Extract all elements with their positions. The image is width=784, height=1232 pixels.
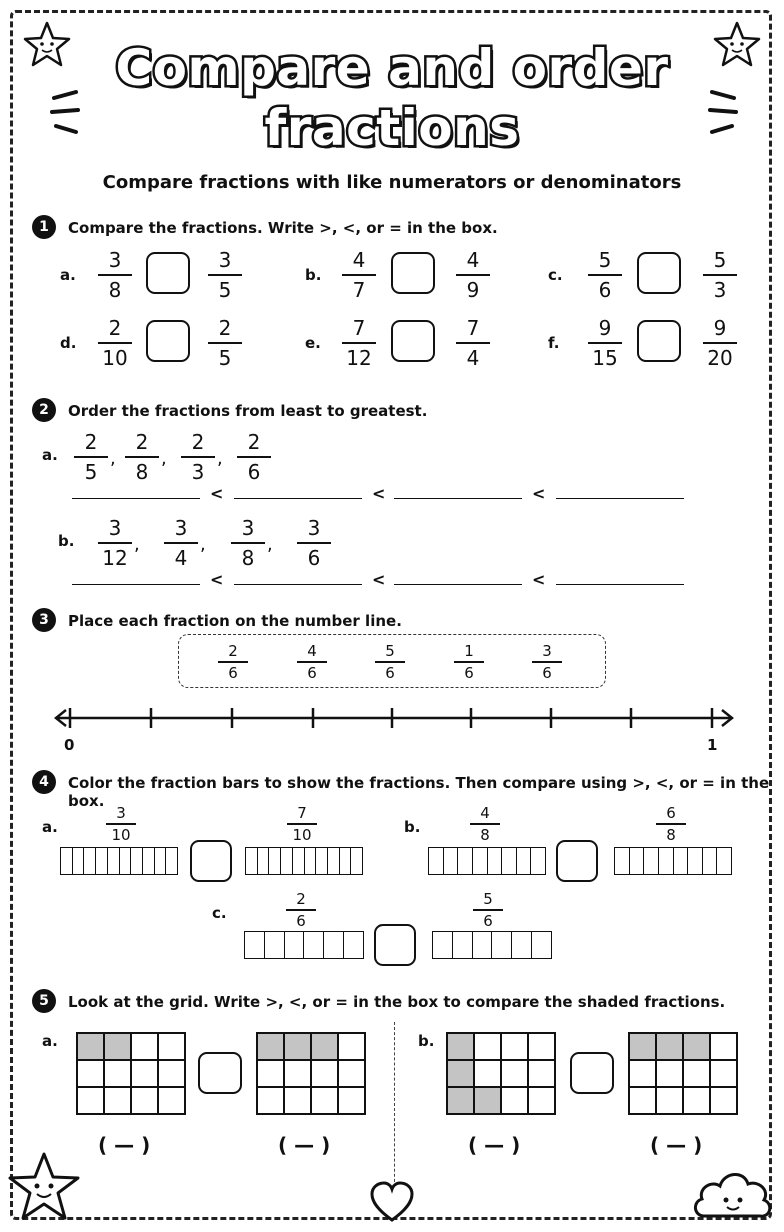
denominator: 20 bbox=[707, 346, 733, 370]
fraction-bar bbox=[454, 661, 484, 663]
answer-blank[interactable]: ( — ) bbox=[650, 1133, 703, 1157]
less-than-sign: < bbox=[210, 484, 224, 503]
bar-cell[interactable] bbox=[429, 848, 444, 874]
denominator: 10 bbox=[111, 825, 131, 844]
denominator: 12 bbox=[102, 546, 128, 570]
shaded-grid bbox=[446, 1032, 556, 1115]
comma: , bbox=[200, 534, 206, 555]
fraction-bar bbox=[98, 274, 132, 276]
fraction bbox=[473, 890, 503, 930]
numerator: 3 bbox=[542, 642, 552, 660]
answer-line[interactable] bbox=[72, 498, 200, 499]
fraction bbox=[454, 642, 484, 682]
grid-cell bbox=[683, 1060, 710, 1087]
answer-box[interactable] bbox=[190, 840, 232, 882]
answer-line[interactable] bbox=[394, 498, 522, 499]
grid-cell bbox=[77, 1087, 104, 1114]
grid-cell bbox=[131, 1087, 158, 1114]
less-than-sign: < bbox=[210, 570, 224, 589]
bar-cell[interactable] bbox=[120, 848, 132, 874]
answer-line[interactable] bbox=[234, 584, 362, 585]
fraction bbox=[237, 430, 271, 484]
answer-box[interactable] bbox=[637, 252, 681, 294]
answer-line[interactable] bbox=[556, 584, 684, 585]
numerator: 2 bbox=[218, 316, 232, 340]
numerator: 3 bbox=[108, 248, 122, 272]
answer-box[interactable] bbox=[146, 252, 190, 294]
grid-cell bbox=[656, 1087, 683, 1114]
fraction bbox=[588, 316, 622, 370]
item-label: a. bbox=[42, 446, 58, 464]
question-number: 5 bbox=[32, 989, 56, 1013]
numerator: 2 bbox=[108, 316, 122, 340]
fraction-bar[interactable] bbox=[244, 931, 364, 959]
fraction-bar bbox=[656, 823, 686, 825]
denominator: 6 bbox=[464, 663, 474, 682]
fraction bbox=[532, 642, 562, 682]
grid-cell bbox=[158, 1060, 185, 1087]
fraction bbox=[456, 316, 490, 370]
numerator: 2 bbox=[191, 430, 205, 454]
bar-cell[interactable] bbox=[166, 848, 177, 874]
fraction-bar[interactable] bbox=[614, 847, 732, 875]
numerator: 2 bbox=[84, 430, 98, 454]
title-line-1: Compare and order bbox=[115, 39, 669, 97]
numerator: 2 bbox=[296, 890, 306, 908]
item-label: a. bbox=[60, 266, 76, 284]
bar-cell[interactable] bbox=[351, 848, 362, 874]
bar-cell[interactable] bbox=[131, 848, 143, 874]
grid-cell bbox=[501, 1033, 528, 1060]
fraction-bar bbox=[473, 909, 503, 911]
denominator: 10 bbox=[292, 825, 312, 844]
fraction-bar bbox=[375, 661, 405, 663]
grid-cell bbox=[528, 1060, 555, 1087]
denominator: 9 bbox=[466, 278, 480, 302]
bar-cell[interactable] bbox=[458, 848, 473, 874]
grid-cell bbox=[710, 1033, 737, 1060]
grid-cell bbox=[257, 1060, 284, 1087]
bar-cell[interactable] bbox=[344, 932, 363, 958]
less-than-sign: < bbox=[372, 570, 386, 589]
bar-cell[interactable] bbox=[155, 848, 167, 874]
denominator: 8 bbox=[241, 546, 255, 570]
grid-cell bbox=[131, 1033, 158, 1060]
grid-cell bbox=[710, 1060, 737, 1087]
numerator: 5 bbox=[598, 248, 612, 272]
bar-cell[interactable] bbox=[293, 848, 305, 874]
numerator: 2 bbox=[247, 430, 261, 454]
less-than-sign: < bbox=[532, 570, 546, 589]
grid-cell bbox=[104, 1087, 131, 1114]
fraction-bar[interactable] bbox=[60, 847, 178, 875]
grid-cell bbox=[501, 1060, 528, 1087]
denominator: 6 bbox=[247, 460, 261, 484]
fraction-bar bbox=[237, 456, 271, 458]
denominator: 5 bbox=[218, 346, 232, 370]
less-than-sign: < bbox=[532, 484, 546, 503]
fraction-bar bbox=[98, 342, 132, 344]
grid-cell bbox=[257, 1087, 284, 1114]
fraction-bar bbox=[286, 909, 316, 911]
answer-blank[interactable]: ( — ) bbox=[98, 1133, 151, 1157]
question-number: 3 bbox=[32, 608, 56, 632]
item-label: a. bbox=[42, 818, 58, 836]
fraction bbox=[456, 248, 490, 302]
grid-cell bbox=[629, 1060, 656, 1087]
item-label: b. bbox=[305, 266, 322, 284]
question-number: 4 bbox=[32, 770, 56, 794]
part-label: a. bbox=[42, 1032, 58, 1050]
numerator: 3 bbox=[307, 516, 321, 540]
fraction-bar bbox=[287, 823, 317, 825]
shaded-cell bbox=[104, 1033, 131, 1060]
fraction bbox=[297, 642, 327, 682]
denominator: 6 bbox=[296, 911, 306, 930]
answer-box[interactable] bbox=[637, 320, 681, 362]
bar-cell[interactable] bbox=[615, 848, 630, 874]
fraction-bar bbox=[456, 342, 490, 344]
bar-cell[interactable] bbox=[143, 848, 155, 874]
grid-cell bbox=[311, 1060, 338, 1087]
numerator: 3 bbox=[116, 804, 126, 822]
grid-cell bbox=[338, 1060, 365, 1087]
shaded-grid bbox=[256, 1032, 366, 1115]
grid-cell bbox=[710, 1087, 737, 1114]
numerator: 1 bbox=[464, 642, 474, 660]
bar-cell[interactable] bbox=[305, 848, 317, 874]
numerator: 2 bbox=[228, 642, 238, 660]
shaded-cell bbox=[683, 1033, 710, 1060]
numerator: 7 bbox=[466, 316, 480, 340]
fraction-bar bbox=[231, 542, 265, 544]
fraction-bar bbox=[125, 456, 159, 458]
comma: , bbox=[134, 534, 140, 555]
numerator: 4 bbox=[352, 248, 366, 272]
bar-cell[interactable] bbox=[703, 848, 718, 874]
shaded-cell bbox=[284, 1033, 311, 1060]
fraction-bar[interactable] bbox=[245, 847, 363, 875]
denominator: 5 bbox=[218, 278, 232, 302]
number-line-end: 1 bbox=[707, 736, 718, 754]
bar-cell[interactable] bbox=[517, 848, 532, 874]
grid-cell bbox=[656, 1060, 683, 1087]
answer-line[interactable] bbox=[394, 584, 522, 585]
bar-cell[interactable] bbox=[688, 848, 703, 874]
denominator: 8 bbox=[480, 825, 490, 844]
fraction bbox=[588, 248, 622, 302]
fraction bbox=[98, 316, 132, 370]
star-character-icon bbox=[6, 1150, 82, 1226]
denominator: 15 bbox=[592, 346, 618, 370]
comma: , bbox=[110, 448, 116, 469]
grid-cell bbox=[338, 1033, 365, 1060]
answer-box[interactable] bbox=[146, 320, 190, 362]
fraction bbox=[208, 316, 242, 370]
numerator: 9 bbox=[598, 316, 612, 340]
answer-box[interactable] bbox=[556, 840, 598, 882]
fraction bbox=[286, 890, 316, 930]
fraction-bar bbox=[218, 661, 248, 663]
bar-cell[interactable] bbox=[630, 848, 645, 874]
shaded-cell bbox=[257, 1033, 284, 1060]
fraction bbox=[164, 516, 198, 570]
fraction-bar bbox=[106, 823, 136, 825]
grid-cell bbox=[158, 1087, 185, 1114]
fraction-bar bbox=[342, 342, 376, 344]
bar-cell[interactable] bbox=[328, 848, 340, 874]
numerator: 7 bbox=[352, 316, 366, 340]
bar-cell[interactable] bbox=[108, 848, 120, 874]
item-label: f. bbox=[548, 334, 560, 352]
bar-cell[interactable] bbox=[644, 848, 659, 874]
item-label: c. bbox=[548, 266, 563, 284]
fraction-bar bbox=[456, 274, 490, 276]
question-3-instruction: Place each fraction on the number line. bbox=[68, 612, 402, 630]
fraction bbox=[287, 804, 317, 844]
item-label: c. bbox=[212, 904, 227, 922]
grid-cell bbox=[158, 1033, 185, 1060]
bar-cell[interactable] bbox=[316, 848, 328, 874]
shaded-cell bbox=[474, 1087, 501, 1114]
denominator: 6 bbox=[228, 663, 238, 682]
bar-cell[interactable] bbox=[532, 932, 551, 958]
comma: , bbox=[161, 448, 167, 469]
bar-cell[interactable] bbox=[73, 848, 85, 874]
comma: , bbox=[267, 534, 273, 555]
shaded-cell bbox=[311, 1033, 338, 1060]
grid-cell bbox=[528, 1087, 555, 1114]
numerator: 5 bbox=[713, 248, 727, 272]
fraction-bar bbox=[297, 542, 331, 544]
bar-cell[interactable] bbox=[502, 848, 517, 874]
denominator: 6 bbox=[385, 663, 395, 682]
answer-box[interactable] bbox=[391, 252, 435, 294]
bar-cell[interactable] bbox=[281, 848, 293, 874]
number-line-start: 0 bbox=[64, 736, 75, 754]
grid-cell bbox=[629, 1087, 656, 1114]
item-label: b. bbox=[58, 532, 75, 550]
title-line-2: fractions bbox=[264, 99, 520, 157]
answer-blank[interactable]: ( — ) bbox=[468, 1133, 521, 1157]
fraction bbox=[181, 430, 215, 484]
fraction-bar bbox=[342, 274, 376, 276]
number-line bbox=[50, 702, 740, 734]
question-4-instruction: Color the fraction bars to show the fractions. Then compare using >, <, or = in the box. bbox=[68, 774, 770, 810]
fraction bbox=[125, 430, 159, 484]
fraction bbox=[218, 642, 248, 682]
answer-box[interactable] bbox=[570, 1052, 614, 1094]
less-than-sign: < bbox=[372, 484, 386, 503]
fraction bbox=[703, 248, 737, 302]
fraction-bar bbox=[208, 274, 242, 276]
bar-cell[interactable] bbox=[84, 848, 96, 874]
bar-cell[interactable] bbox=[473, 848, 488, 874]
shaded-cell bbox=[629, 1033, 656, 1060]
fraction-bar bbox=[470, 823, 500, 825]
fraction-bar bbox=[297, 661, 327, 663]
bar-cell[interactable] bbox=[473, 932, 493, 958]
shaded-cell bbox=[447, 1087, 474, 1114]
answer-line[interactable] bbox=[72, 584, 200, 585]
denominator: 6 bbox=[307, 663, 317, 682]
question-number: 1 bbox=[32, 215, 56, 239]
fraction-bar bbox=[208, 342, 242, 344]
shaded-cell bbox=[447, 1033, 474, 1060]
denominator: 10 bbox=[102, 346, 128, 370]
fraction bbox=[375, 642, 405, 682]
bar-cell[interactable] bbox=[717, 848, 731, 874]
answer-box[interactable] bbox=[391, 320, 435, 362]
answer-line[interactable] bbox=[556, 498, 684, 499]
question-number: 2 bbox=[32, 398, 56, 422]
fraction bbox=[98, 248, 132, 302]
question-2-instruction: Order the fractions from least to greatest. bbox=[68, 402, 428, 420]
item-label: d. bbox=[60, 334, 77, 352]
denominator: 3 bbox=[191, 460, 205, 484]
fraction bbox=[342, 316, 376, 370]
denominator: 4 bbox=[466, 346, 480, 370]
bar-cell[interactable] bbox=[488, 848, 503, 874]
fraction bbox=[656, 804, 686, 844]
fraction bbox=[470, 804, 500, 844]
numerator: 7 bbox=[297, 804, 307, 822]
fraction bbox=[106, 804, 136, 844]
bar-cell[interactable] bbox=[453, 932, 473, 958]
bar-cell[interactable] bbox=[246, 848, 258, 874]
answer-box[interactable] bbox=[198, 1052, 242, 1094]
bar-cell[interactable] bbox=[674, 848, 689, 874]
bar-cell[interactable] bbox=[444, 848, 459, 874]
numerator: 3 bbox=[108, 516, 122, 540]
divider bbox=[394, 1022, 395, 1197]
cloud-character-icon bbox=[690, 1160, 774, 1224]
grid-cell bbox=[311, 1087, 338, 1114]
answer-line[interactable] bbox=[234, 498, 362, 499]
numerator: 2 bbox=[135, 430, 149, 454]
grid-cell bbox=[501, 1087, 528, 1114]
fraction-bar bbox=[74, 456, 108, 458]
question-5-instruction: Look at the grid. Write >, <, or = in the box to compare the shaded fractions. bbox=[68, 993, 726, 1011]
denominator: 6 bbox=[542, 663, 552, 682]
answer-box[interactable] bbox=[374, 924, 416, 966]
grid-cell bbox=[284, 1060, 311, 1087]
denominator: 8 bbox=[666, 825, 676, 844]
denominator: 8 bbox=[108, 278, 122, 302]
fraction-bar bbox=[164, 542, 198, 544]
fraction bbox=[231, 516, 265, 570]
shaded-grid bbox=[628, 1032, 738, 1115]
denominator: 6 bbox=[598, 278, 612, 302]
denominator: 6 bbox=[483, 911, 493, 930]
fraction bbox=[98, 516, 132, 570]
subtitle: Compare fractions with like numerators or denominators bbox=[102, 172, 682, 193]
numerator: 5 bbox=[483, 890, 493, 908]
fraction-bar bbox=[588, 342, 622, 344]
fraction-bar bbox=[703, 342, 737, 344]
grid-cell bbox=[131, 1060, 158, 1087]
numerator: 3 bbox=[241, 516, 255, 540]
numerator: 4 bbox=[466, 248, 480, 272]
numerator: 3 bbox=[218, 248, 232, 272]
grid-cell bbox=[528, 1033, 555, 1060]
bar-cell[interactable] bbox=[265, 932, 285, 958]
bar-cell[interactable] bbox=[433, 932, 453, 958]
numerator: 4 bbox=[307, 642, 317, 660]
shaded-cell bbox=[77, 1033, 104, 1060]
fraction-bar bbox=[181, 456, 215, 458]
fraction-bar[interactable] bbox=[432, 931, 552, 959]
numerator: 6 bbox=[666, 804, 676, 822]
bar-cell[interactable] bbox=[659, 848, 674, 874]
shaded-cell bbox=[447, 1060, 474, 1087]
fraction-bar bbox=[703, 274, 737, 276]
shaded-cell bbox=[656, 1033, 683, 1060]
question-1-instruction: Compare the fractions. Write >, <, or = in the box. bbox=[68, 219, 498, 237]
grid-cell bbox=[77, 1060, 104, 1087]
answer-blank[interactable]: ( — ) bbox=[278, 1133, 331, 1157]
heart-icon bbox=[368, 1180, 416, 1224]
numerator: 5 bbox=[385, 642, 395, 660]
bar-cell[interactable] bbox=[492, 932, 512, 958]
denominator: 6 bbox=[307, 546, 321, 570]
bar-cell[interactable] bbox=[531, 848, 545, 874]
fraction-bar bbox=[532, 661, 562, 663]
fraction-bar[interactable] bbox=[428, 847, 546, 875]
denominator: 4 bbox=[174, 546, 188, 570]
bar-cell[interactable] bbox=[61, 848, 73, 874]
grid-cell bbox=[474, 1060, 501, 1087]
bar-cell[interactable] bbox=[285, 932, 305, 958]
numerator: 4 bbox=[480, 804, 490, 822]
comma: , bbox=[217, 448, 223, 469]
denominator: 8 bbox=[135, 460, 149, 484]
bar-cell[interactable] bbox=[245, 932, 265, 958]
grid-cell bbox=[338, 1087, 365, 1114]
fraction bbox=[297, 516, 331, 570]
bar-cell[interactable] bbox=[258, 848, 270, 874]
fraction-bar bbox=[588, 274, 622, 276]
shaded-grid bbox=[76, 1032, 186, 1115]
item-label: e. bbox=[305, 334, 321, 352]
grid-cell bbox=[104, 1060, 131, 1087]
bar-cell[interactable] bbox=[269, 848, 281, 874]
grid-cell bbox=[284, 1087, 311, 1114]
denominator: 5 bbox=[84, 460, 98, 484]
fraction bbox=[342, 248, 376, 302]
denominator: 12 bbox=[346, 346, 372, 370]
numerator: 9 bbox=[713, 316, 727, 340]
fraction-bar bbox=[98, 542, 132, 544]
grid-cell bbox=[683, 1087, 710, 1114]
part-label: b. bbox=[418, 1032, 435, 1050]
fraction bbox=[208, 248, 242, 302]
item-label: b. bbox=[404, 818, 421, 836]
fraction bbox=[703, 316, 737, 370]
grid-cell bbox=[474, 1033, 501, 1060]
bar-cell[interactable] bbox=[512, 932, 532, 958]
bar-cell[interactable] bbox=[304, 932, 324, 958]
bar-cell[interactable] bbox=[96, 848, 108, 874]
denominator: 7 bbox=[352, 278, 366, 302]
denominator: 3 bbox=[713, 278, 727, 302]
bar-cell[interactable] bbox=[340, 848, 352, 874]
numerator: 3 bbox=[174, 516, 188, 540]
bar-cell[interactable] bbox=[324, 932, 344, 958]
fraction bbox=[74, 430, 108, 484]
